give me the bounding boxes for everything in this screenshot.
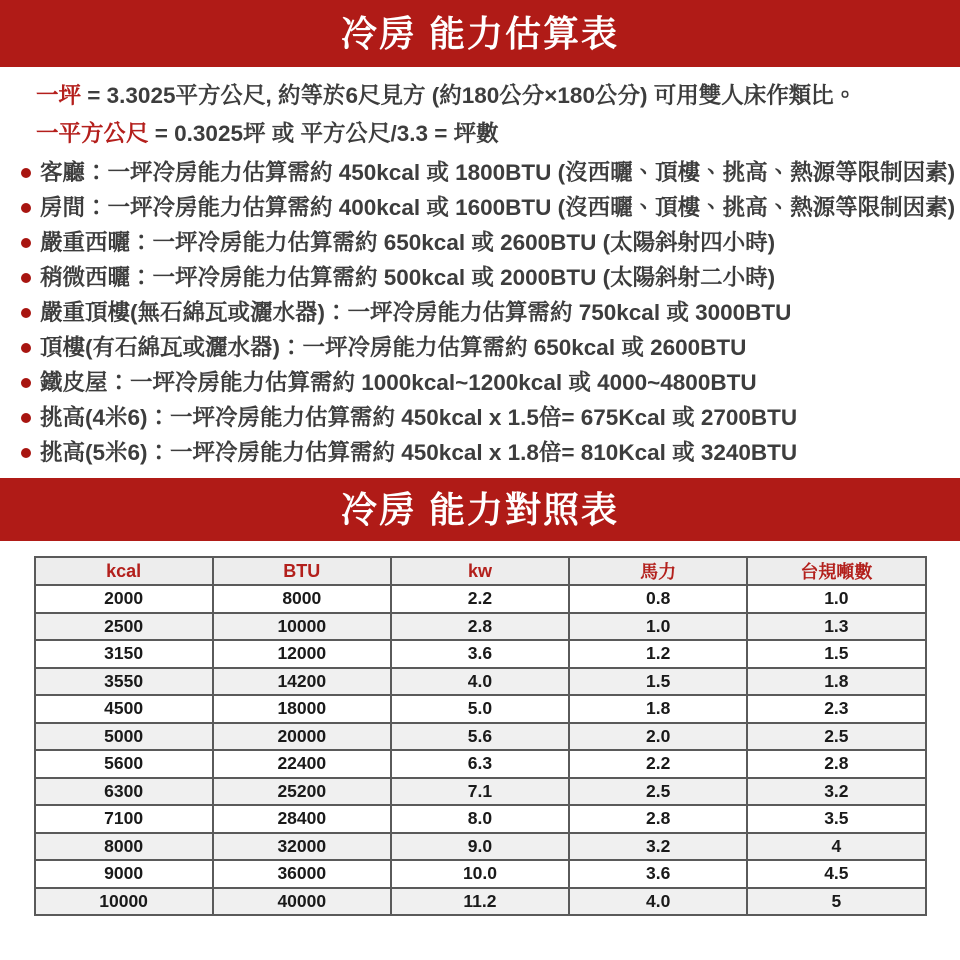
estimate-item [14,190,954,225]
table-row [35,888,926,916]
table-cell: 1.5 [569,668,747,696]
estimate-item [14,155,954,190]
table-cell: 3.6 [569,860,747,888]
table-cell: 10000 [213,613,391,641]
table-cell: 1.2 [569,640,747,668]
estimate-item [14,225,954,260]
table-row [35,613,926,641]
table-cell: 12000 [213,640,391,668]
table-cell: 2.8 [391,613,569,641]
table-cell: 25200 [213,778,391,806]
estimate-item-text: 頂樓(有石綿瓦或灑水器)：一坪冷房能力估算需約 650kcal 或 2600BTU [40,335,747,360]
estimate-item-text: 嚴重頂樓(無石綿瓦或灑水器)：一坪冷房能力估算需約 750kcal 或 3000BTU [40,300,792,325]
table-cell: 3150 [35,640,213,668]
table-cell: 2.5 [747,723,925,751]
table-cell: 1.3 [747,613,925,641]
estimate-item [14,365,954,400]
estimate-item-text: 鐵皮屋：一坪冷房能力估算需約 1000kcal~1200kcal 或 4000~4800BTU [40,370,757,395]
bullet-icon [21,203,31,213]
table-cell: 5000 [35,723,213,751]
table-cell: 5.6 [391,723,569,751]
estimate-item [14,330,954,365]
bullet-icon [21,273,31,283]
table-cell: 2000 [35,585,213,613]
comparison-banner [0,478,960,541]
table-row [35,668,926,696]
table-cell: 7.1 [391,778,569,806]
comparison-table-wrap [0,541,960,916]
bullet-icon [21,168,31,178]
bullet-icon [21,238,31,248]
table-cell: 10000 [35,888,213,916]
bullet-icon [21,343,31,353]
table-cell: 5.0 [391,695,569,723]
estimate-item-text: 挑高(4米6)：一坪冷房能力估算需約 450kcal x 1.5倍= 675Kcal 或 2700BTU [40,405,798,430]
table-cell: 8000 [35,833,213,861]
intro-term-sqm: 一平方公尺 [36,121,149,146]
estimate-banner-title: 冷房 能力估算表 [340,13,619,54]
table-cell: 10.0 [391,860,569,888]
table-row [35,833,926,861]
table-row [35,778,926,806]
table-cell: 1.8 [569,695,747,723]
table-cell: 32000 [213,833,391,861]
estimate-item-text: 房間：一坪冷房能力估算需約 400kcal 或 1600BTU (沒西曬、頂樓、挑高、熱源等限制因素) [40,195,956,220]
table-cell: 4.0 [391,668,569,696]
estimate-item-text: 稍微西曬：一坪冷房能力估算需約 500kcal 或 2000BTU (太陽斜射二小時) [40,265,776,290]
table-cell: 36000 [213,860,391,888]
table-row [35,640,926,668]
table-cell: 20000 [213,723,391,751]
column-header: kcal [35,557,213,585]
table-cell: 11.2 [391,888,569,916]
column-header: 台規噸數 [747,557,925,585]
table-cell: 9.0 [391,833,569,861]
table-row [35,750,926,778]
intro-text-sqm: = 0.3025坪 或 平方公尺/3.3 = 坪數 [148,121,499,146]
table-cell: 3550 [35,668,213,696]
estimate-item [14,400,954,435]
table-cell: 2.8 [569,805,747,833]
column-header: kw [391,557,569,585]
estimate-item-text: 嚴重西曬：一坪冷房能力估算需約 650kcal 或 2600BTU (太陽斜射四小時) [40,230,776,255]
comparison-banner-title: 冷房 能力對照表 [340,489,619,530]
estimate-item-text: 客廳：一坪冷房能力估算需約 450kcal 或 1800BTU (沒西曬、頂樓、挑高、熱源等限制因素) [40,160,956,185]
table-cell: 2.8 [747,750,925,778]
table-cell: 40000 [213,888,391,916]
table-cell: 2.0 [569,723,747,751]
table-cell: 3.2 [747,778,925,806]
bullet-icon [21,448,31,458]
table-cell: 2.2 [391,585,569,613]
table-cell: 2.5 [569,778,747,806]
table-row [35,860,926,888]
table-cell: 2.2 [569,750,747,778]
table-row [35,585,926,613]
table-cell: 8.0 [391,805,569,833]
intro-line-sqm [36,115,954,153]
bullet-icon [21,413,31,423]
table-cell: 4.0 [569,888,747,916]
table-cell: 1.0 [747,585,925,613]
table-cell: 6.3 [391,750,569,778]
table-cell: 14200 [213,668,391,696]
table-cell: 2500 [35,613,213,641]
table-cell: 1.0 [569,613,747,641]
table-cell: 4500 [35,695,213,723]
comparison-table-head [35,557,926,585]
table-cell: 0.8 [569,585,747,613]
table-cell: 4 [747,833,925,861]
table-cell: 7100 [35,805,213,833]
estimate-item [14,295,954,330]
table-cell: 6300 [35,778,213,806]
intro-line-ping [36,77,954,115]
column-header: 馬力 [569,557,747,585]
table-cell: 3.6 [391,640,569,668]
table-cell: 18000 [213,695,391,723]
table-cell: 3.5 [747,805,925,833]
estimate-section [0,67,960,478]
table-row [35,805,926,833]
estimate-item-text: 挑高(5米6)：一坪冷房能力估算需約 450kcal x 1.8倍= 810Kcal 或 3240BTU [40,440,798,465]
table-cell: 2.3 [747,695,925,723]
table-cell: 22400 [213,750,391,778]
table-cell: 9000 [35,860,213,888]
intro-term-ping: 一坪 [36,83,82,108]
estimate-item [14,435,954,470]
bullet-icon [21,308,31,318]
table-row [35,723,926,751]
comparison-table-body [35,585,926,915]
table-cell: 28400 [213,805,391,833]
estimate-banner [0,0,960,67]
table-cell: 3.2 [569,833,747,861]
table-row [35,695,926,723]
table-cell: 1.8 [747,668,925,696]
table-cell: 4.5 [747,860,925,888]
table-cell: 5 [747,888,925,916]
column-header: BTU [213,557,391,585]
comparison-table [34,556,927,916]
table-cell: 1.5 [747,640,925,668]
header-row [35,557,926,585]
table-cell: 5600 [35,750,213,778]
table-cell: 8000 [213,585,391,613]
bullet-icon [21,378,31,388]
intro-text-ping: = 3.3025平方公尺, 約等於6尺見方 (約180公分×180公分) 可用雙人床作類比。 [81,83,857,108]
estimate-item [14,260,954,295]
estimate-list [14,155,954,470]
